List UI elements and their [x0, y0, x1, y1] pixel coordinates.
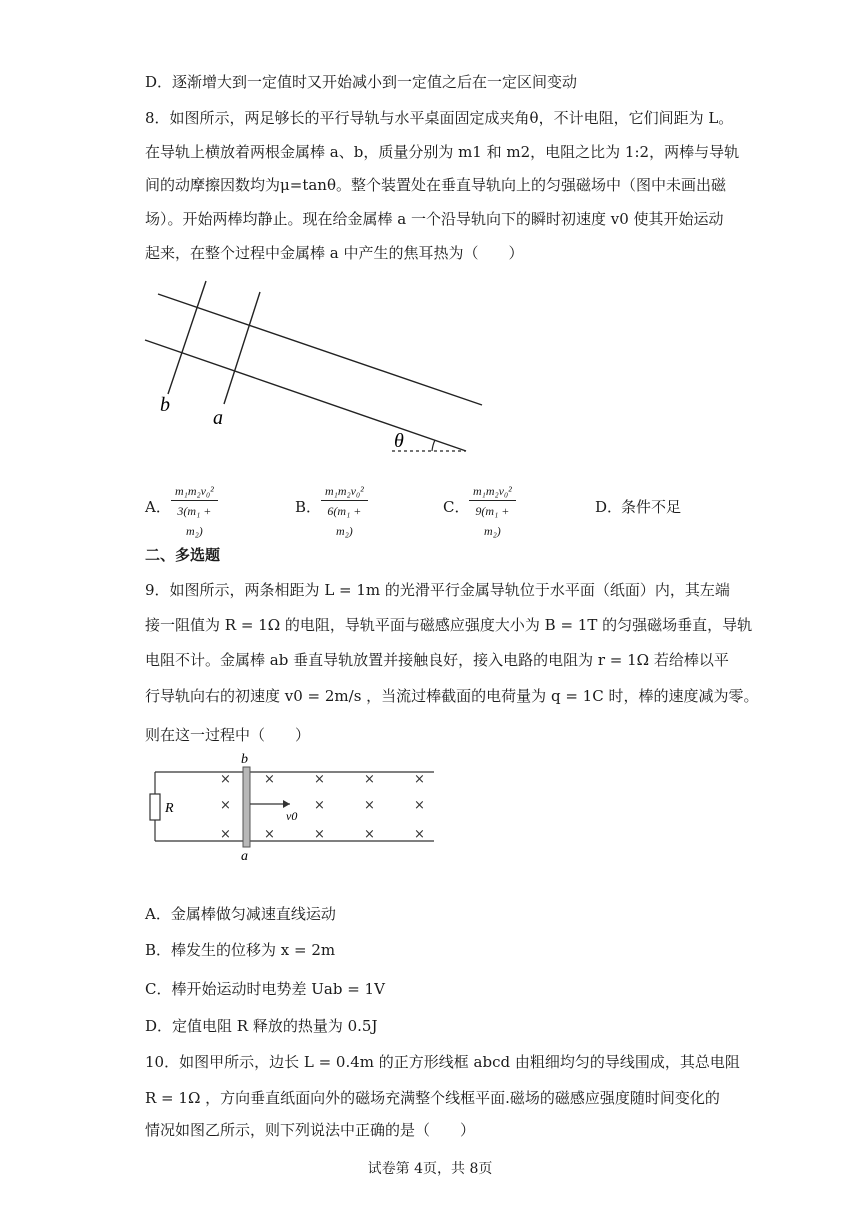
- label-R: R: [165, 801, 174, 816]
- label-a: a: [241, 849, 248, 864]
- resistor: [150, 794, 160, 820]
- field-cross: ×: [364, 798, 375, 813]
- q8-options: A． m₁m₂v₀² 3(m₁ + m₂) B． m₁m₂v₀² 6(m₁ + m₂) C． m₁m₂v₀² 9(m₁ + m₂) D． 条件不足: [145, 482, 705, 528]
- velocity-arrowhead: [283, 800, 290, 808]
- metal-rod: [243, 767, 250, 847]
- page-footer: 试卷第 4页，共 8页: [367, 1161, 493, 1177]
- q8-c-denominator: 9(m₁ + m₂): [475, 504, 510, 538]
- label-b: b: [241, 752, 248, 767]
- magnetic-field-crosses: [220, 772, 425, 842]
- q10-line-2: R = 1Ω ，方向垂直纸面向外的磁场充满整个线框平面.磁场的磁感应强度随时间变化的: [145, 1089, 720, 1107]
- q9-option-b: B．棒发生的位移为 x = 2m: [145, 941, 336, 959]
- q8-line-1: 8．如图所示，两足够长的平行导轨与水平桌面固定成夹角θ，不计电阻，它们间距为 L。: [145, 109, 734, 127]
- q8-c-numerator: m₁m₂v₀²: [473, 484, 512, 498]
- field-cross: ×: [220, 772, 231, 787]
- rail-upper: [158, 294, 482, 405]
- q9-option-a: A．金属棒做匀减速直线运动: [145, 905, 336, 923]
- q7-option-d: D．逐渐增大到一定值时又开始减小到一定值之后在一定区间变动: [145, 73, 578, 91]
- field-cross: ×: [414, 827, 425, 842]
- q9-line-1: 9．如图所示，两条相距为 L = 1m 的光滑平行金属导轨位于水平面（纸面）内，其左端: [145, 581, 730, 599]
- q8-incline-figure: [140, 278, 500, 458]
- field-cross: ×: [364, 827, 375, 842]
- label-a: a: [213, 407, 223, 429]
- q8-a-numerator: m₁m₂v₀²: [175, 484, 214, 498]
- q8-line-5: 起来，在整个过程中金属棒 a 中产生的焦耳热为（ ）: [145, 244, 524, 262]
- q9-option-c: C．棒开始运动时电势差 Uab = 1V: [145, 980, 385, 998]
- field-cross: ×: [364, 772, 375, 787]
- field-cross: ×: [220, 798, 231, 813]
- field-cross: ×: [314, 798, 325, 813]
- q9-option-d: D．定值电阻 R 释放的热量为 0.5J: [145, 1017, 378, 1035]
- field-cross: ×: [414, 798, 425, 813]
- q10-line-3: 情况如图乙所示，则下列说法中正确的是（ ）: [145, 1121, 476, 1139]
- rail-lower: [145, 340, 466, 451]
- field-cross: ×: [314, 772, 325, 787]
- rod-b: [168, 281, 206, 394]
- q10-line-1: 10．如图甲所示，边长 L = 0.4m 的正方形线框 abcd 由粗细均匀的导线围成，其总电阻: [145, 1053, 740, 1071]
- label-v0: v0: [286, 809, 298, 823]
- field-cross: ×: [264, 827, 275, 842]
- rod-a: [224, 292, 260, 404]
- section-title: 二、多选题: [145, 546, 221, 564]
- field-cross: ×: [220, 827, 231, 842]
- q9-line-4: 行导轨向右的初速度 v0 = 2m/s ，当流过棒截面的电荷量为 q = 1C 时，棒的速度减为零。: [145, 687, 759, 705]
- q9-line-5: 则在这一过程中（ ）: [145, 726, 311, 744]
- q9-line-3: 电阻不计。金属棒 ab 垂直导轨放置并接触良好，接入电路的电阻为 r = 1Ω 若给棒以平: [145, 651, 729, 669]
- q9-circuit-figure: [140, 748, 440, 866]
- q8-line-2: 在导轨上横放着两根金属棒 a、b，质量分别为 m1 和 m2，电阻之比为 1:2，两棒与导轨: [145, 143, 740, 161]
- angle-arc: [432, 440, 435, 451]
- field-cross: ×: [314, 827, 325, 842]
- q8-line-4: 场）。开始两棒均静止。现在给金属棒 a 一个沿导轨向下的瞬时初速度 v0 使其开始运动: [145, 210, 724, 228]
- field-cross: ×: [264, 772, 275, 787]
- q8-line-3: 间的动摩擦因数均为μ=tanθ。整个装置处在垂直导轨向上的匀强磁场中（图中未画出磁: [145, 176, 726, 194]
- q8-b-numerator: m₁m₂v₀²: [325, 484, 364, 498]
- q8-b-denominator: 6(m₁ + m₂): [327, 504, 362, 538]
- field-cross: ×: [414, 772, 425, 787]
- q8-a-denominator: 3(m₁ + m₂): [177, 504, 212, 538]
- label-theta: θ: [394, 430, 404, 452]
- label-b: b: [160, 394, 170, 416]
- q9-line-2: 接一阻值为 R = 1Ω 的电阻，导轨平面与磁感应强度大小为 B = 1T 的匀强磁场垂直，导轨: [145, 616, 753, 634]
